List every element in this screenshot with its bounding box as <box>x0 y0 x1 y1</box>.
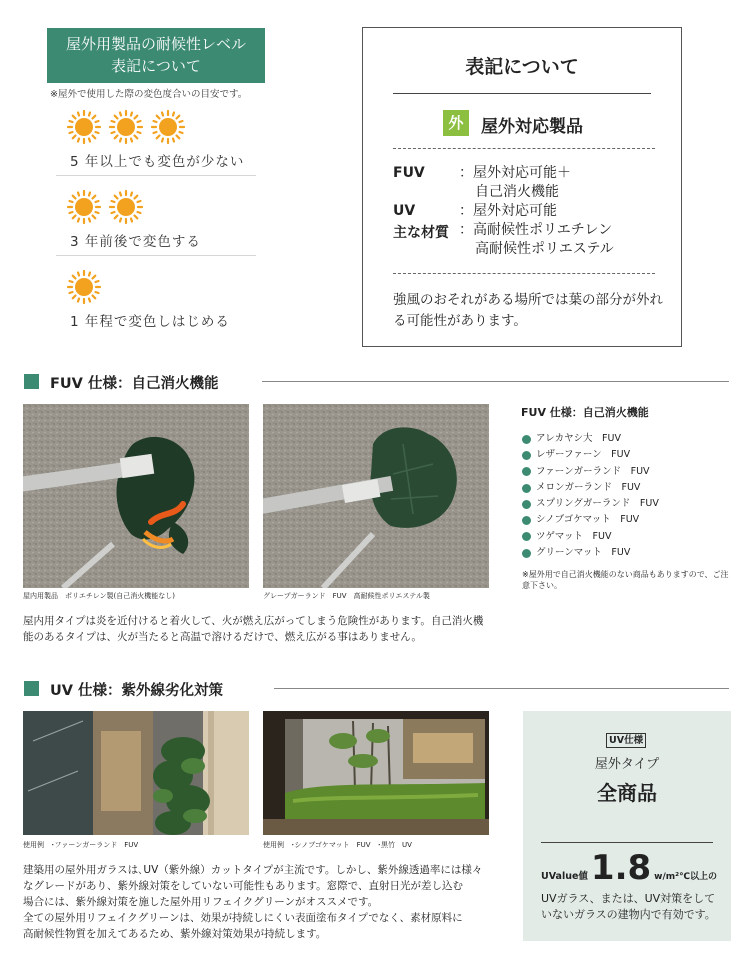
uv-paragraph-line: なグレードがあり、紫外線対策をしていない可能性もあります。窓際で、直射日光が差し込む <box>23 880 463 892</box>
notation-rule <box>393 93 651 94</box>
sun-icon <box>66 269 102 305</box>
list-item: ファーンガーランド FUV <box>522 464 659 480</box>
section-marker <box>24 374 39 389</box>
uv-box-main: 全商品 <box>597 781 657 805</box>
uv-paragraph-line: 全ての屋外用リフェイクグリーンは、効果が持続しにくい表面塗布タイプでなく、素材原料に <box>23 912 463 924</box>
notation-box <box>362 27 682 347</box>
sun-icon <box>108 109 144 145</box>
fuv-paragraph: 屋内用タイプは炎を近付けると着火して、火が燃え広がってしまう危険性があります。自己消火機能のあるタイプは、火が当たると高温で溶けるだけで、燃え広がる事はありません。 <box>23 615 484 643</box>
sun-icon <box>66 189 102 225</box>
spec-desc-fuv-2: 自己消火機能 <box>475 184 559 200</box>
notation-dashed-rule <box>393 273 655 274</box>
notation-warning: 強風のおそれがある場所では葉の部分が外れる可能性があります。 <box>393 292 663 329</box>
photo-leaf-tongs <box>263 404 489 588</box>
uv-paragraph <box>23 862 491 942</box>
fuv-photo1-caption: 屋内用製品 ポリエチレン製(自己消火機能なし) <box>23 592 176 600</box>
bullet-icon <box>522 549 531 558</box>
bullet-icon <box>522 484 531 493</box>
uv-value-number: 1.8 <box>590 848 652 888</box>
fuv-product-list <box>522 431 659 561</box>
sun-row-level-2 <box>66 189 144 225</box>
bullet-icon <box>522 516 531 525</box>
list-item: アレカヤシ大 FUV <box>522 431 659 447</box>
list-item: メロンガーランド FUV <box>522 480 659 496</box>
sun-icon <box>150 109 186 145</box>
uv-photo2-caption: 使用例 ･シノブゴケマット FUV ･黒竹 UV <box>263 841 412 849</box>
uv-info-box <box>523 711 731 941</box>
weather-level-banner <box>47 28 265 83</box>
weather-level-title-line2: 表記について <box>111 57 201 75</box>
photo-burning-leaf <box>23 404 249 588</box>
section-rule <box>274 688 729 689</box>
section-rule <box>262 381 729 382</box>
sun-icon <box>66 109 102 145</box>
uv-paragraph-line: 高耐候性物質を加えてあるため、紫外線対策効果が持続します。 <box>23 928 327 940</box>
photo-fern-garland-room <box>23 711 249 835</box>
uv-value-unit: w/m²℃以上の <box>654 872 717 882</box>
sun-row-level-1 <box>66 269 102 305</box>
uv-box-description: UVガラス、または、UV対策をしていないガラスの建物内で有効です。 <box>541 892 716 921</box>
uv-paragraph-line: 場合には、紫外線対策を施した屋外用リフェイクグリーンがオススメです。 <box>23 896 379 908</box>
notation-dashed-rule <box>393 148 655 149</box>
outdoor-badge-label: 屋外対応製品 <box>481 117 583 137</box>
bullet-icon <box>522 451 531 460</box>
uv-photo1-caption: 使用例 ･ファーンガーランド FUV <box>23 841 139 849</box>
uv-heading: UV 仕様：紫外線劣化対策 <box>50 683 224 699</box>
uv-box-rule <box>541 842 713 843</box>
section-marker <box>24 681 39 696</box>
weather-level-title-line1: 屋外用製品の耐候性レベル <box>65 35 246 53</box>
weather-level-note: ※屋外で使用した際の変色度合いの目安です。 <box>50 89 248 100</box>
spec-desc-material-2: 高耐候性ポリエステル <box>475 241 614 257</box>
outdoor-badge: 外 <box>443 110 469 136</box>
level-1-text: 1 年程で変色しはじめる <box>70 314 230 330</box>
level-divider <box>56 175 256 176</box>
spec-term-fuv: FUV <box>393 165 425 181</box>
fuv-photo2-caption: グレープガーランド FUV 高耐候性ポリエステル製 <box>263 592 430 600</box>
list-item: レザーファーン FUV <box>522 447 659 463</box>
list-item: スプリングガーランド FUV <box>522 496 659 512</box>
spec-term-uv: UV <box>393 203 416 219</box>
bullet-icon <box>522 435 531 444</box>
bullet-icon <box>522 532 531 541</box>
list-item: シノブゴケマット FUV <box>522 512 659 528</box>
list-item: ツゲマット FUV <box>522 529 659 545</box>
level-3-text: 5 年以上でも変色が少ない <box>70 154 245 170</box>
uv-spec-tag: UV仕様 <box>606 733 646 748</box>
uv-box-subtitle: 屋外タイプ <box>594 757 660 772</box>
spec-desc-material-1: ：高耐候性ポリエチレン <box>459 222 613 238</box>
uv-value-row <box>541 849 717 887</box>
bullet-icon <box>522 467 531 476</box>
list-item: グリーンマット FUV <box>522 545 659 561</box>
fuv-side-title: FUV 仕様：自己消火機能 <box>521 406 649 419</box>
uv-paragraph-line: 建築用の屋外用ガラスは､UV（紫外線）カットタイプが主流です。しかし、紫外線透過率には様々 <box>23 864 483 876</box>
spec-term-material: 主な材質 <box>393 225 449 241</box>
level-divider <box>56 255 256 256</box>
notation-title: 表記について <box>465 56 579 78</box>
bullet-icon <box>522 500 531 509</box>
sun-row-level-3 <box>66 109 186 145</box>
fuv-footnote: ※屋外用で自己消火機能のない商品もありますので、ご注意下さい。 <box>522 570 729 590</box>
sun-icon <box>108 189 144 225</box>
uv-value-label: UValue値 <box>541 871 588 882</box>
level-2-text: 3 年前後で変色する <box>70 234 201 250</box>
fuv-heading: FUV 仕様：自己消火機能 <box>50 376 219 392</box>
photo-moss-mat-bamboo <box>263 711 489 835</box>
spec-desc-uv: ：屋外対応可能 <box>459 203 557 219</box>
spec-desc-fuv-1: ：屋外対応可能＋ <box>459 165 571 181</box>
